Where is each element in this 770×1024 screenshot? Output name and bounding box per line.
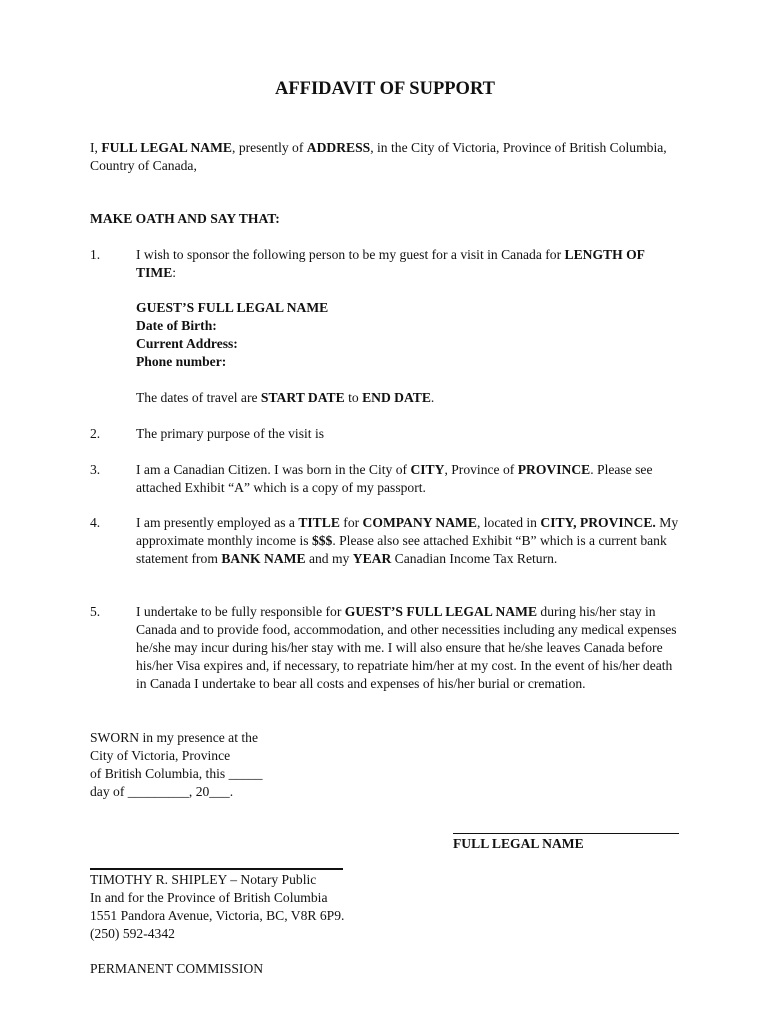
item-3-text: I am a Canadian Citizen. I was born in the City of CITY, Province of PROVINCE. Please see attached Exhibit “A” which is a copy of my passport. (136, 462, 653, 495)
signature-label: FULL LEGAL NAME (453, 836, 584, 851)
signature-line (453, 833, 679, 834)
sworn-line-3: of British Columbia, this _____ (90, 766, 263, 781)
item-2-text: The primary purpose of the visit is (136, 426, 325, 441)
notary-line-2: In and for the Province of British Columbia (90, 890, 328, 905)
item-4-number: 4. (90, 515, 101, 530)
item-3-number: 3. (90, 462, 101, 477)
dob-label: Date of Birth: (136, 318, 217, 333)
sworn-line-1: SWORN in my presence at the (90, 730, 258, 745)
notary-line-3: 1551 Pandora Avenue, Victoria, BC, V8R 6P9. (90, 908, 345, 923)
notary-block (90, 871, 420, 943)
guest-name-label: GUEST’S FULL LEGAL NAME (136, 300, 329, 315)
sworn-line-2: City of Victoria, Province (90, 748, 231, 763)
item-4-text: I am presently employed as a TITLE for COMPANY NAME, located in CITY, PROVINCE. My approximate monthly income is $$$. Please also see attached Exhibit “B” which is a current bank statement from BANK NAME and my YEAR Canadian Income Tax Return. (136, 515, 679, 566)
item-5-text: I undertake to be fully responsible for GUEST’S FULL LEGAL NAME during his/her stay in Canada and to provide food, accommodation, and other necessities including any medical expenses he/she may incur during his/her stay with me. I will also ensure that he/she leaves Canada before his/her Visa expires and, if necessary, to repatriate him/her at my cost. In the event of his/her death in Canada I undertake to bear all costs and expenses of his/her burial or cremation. (136, 604, 677, 691)
oath-heading: MAKE OATH AND SAY THAT: (90, 211, 280, 226)
item-1-number: 1. (90, 247, 101, 262)
sworn-block (90, 729, 350, 801)
notary-line-4: (250) 592-4342 (90, 926, 175, 941)
commission-text: PERMANENT COMMISSION (90, 961, 264, 976)
intro-paragraph: I, FULL LEGAL NAME, presently of ADDRESS, in the City of Victoria, Province of British Columbia, Country of Canada, (90, 140, 667, 173)
sworn-line-4: day of _________, 20___. (90, 784, 234, 799)
current-address-label: Current Address: (136, 336, 238, 351)
travel-dates: The dates of travel are START DATE to END DATE. (136, 390, 435, 405)
document-title: AFFIDAVIT OF SUPPORT (274, 79, 495, 99)
item-5-number: 5. (90, 604, 101, 619)
notary-signature-line (90, 868, 343, 870)
notary-line-1: TIMOTHY R. SHIPLEY – Notary Public (90, 872, 317, 887)
item-1-text: I wish to sponsor the following person to be my guest for a visit in Canada for LENGTH OF TIME: (136, 247, 645, 280)
item-2-number: 2. (90, 426, 101, 441)
guest-details (136, 299, 681, 371)
phone-label: Phone number: (136, 354, 227, 369)
